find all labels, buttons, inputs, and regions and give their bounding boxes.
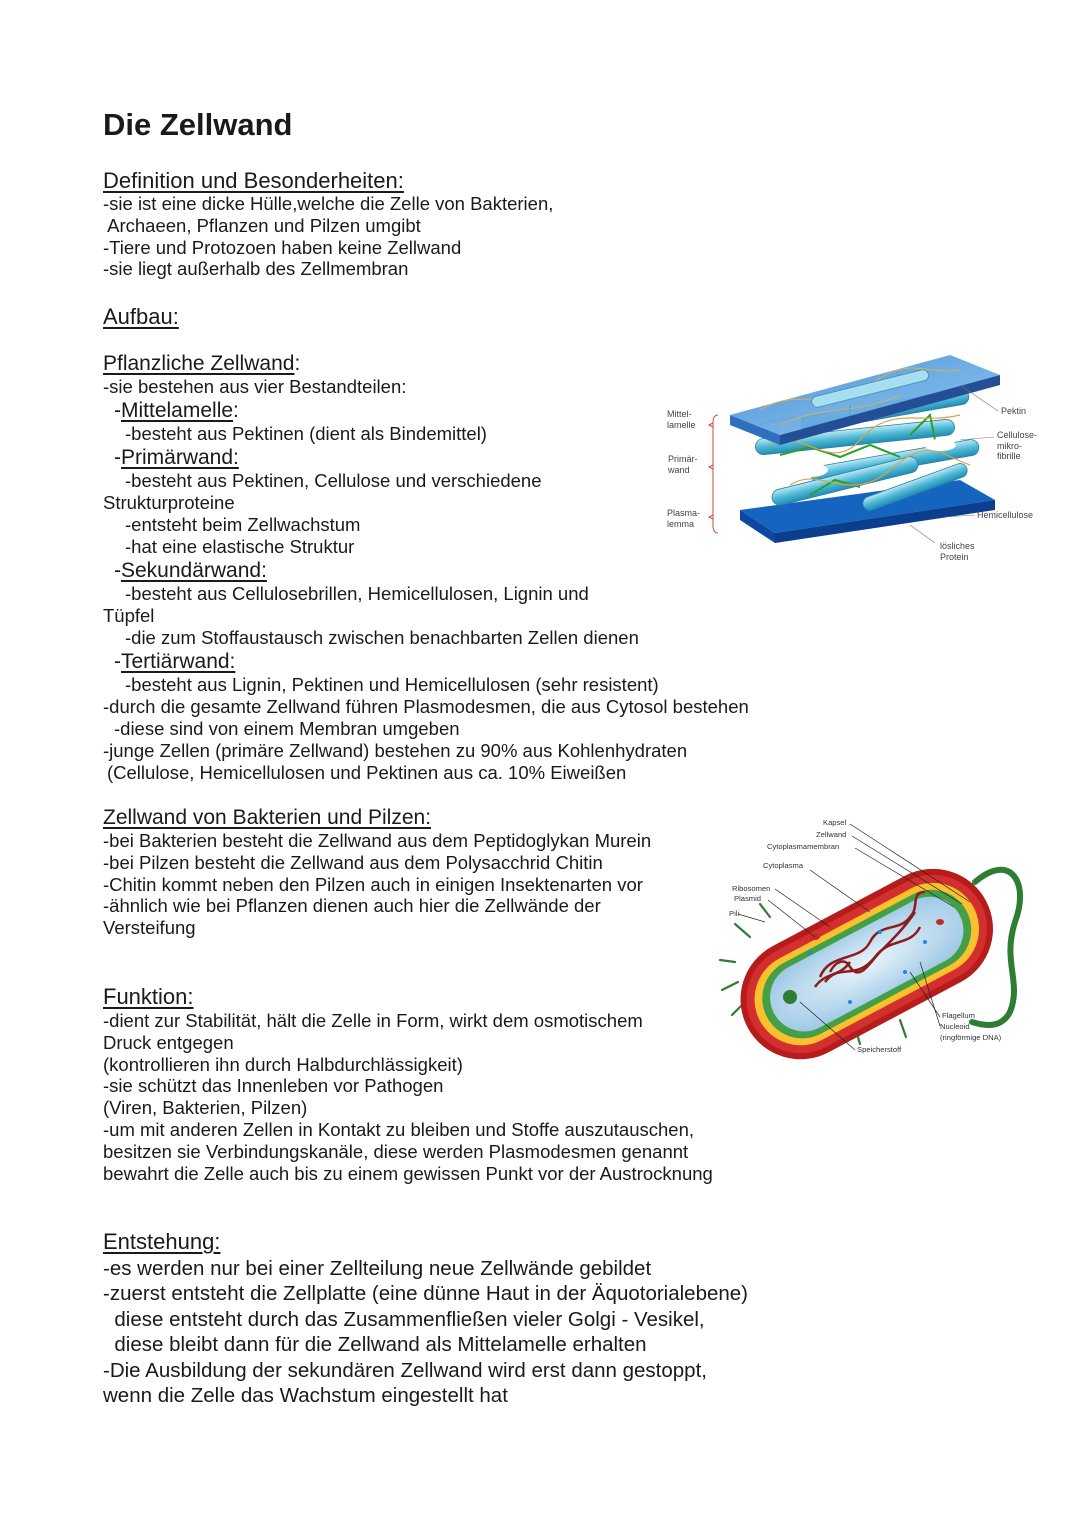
pflanzlich-heading-colon: : <box>294 352 301 375</box>
label-plasmalemma: Plasma- lemma <box>667 508 701 529</box>
primaerwand-line-1: -besteht aus Pektinen, Cellulose und verschiedene <box>125 470 542 491</box>
text-line: diese entsteht durch das Zusammenfließen vieler Golgi - Vesikel, <box>103 1307 705 1331</box>
tertiaerwand-label: Tertiärwand: <box>121 650 236 673</box>
label-cytoplasma: Cytoplasma <box>763 861 804 870</box>
tertiaerwand-line-4: -junge Zellen (primäre Zellwand) bestehen zu 90% aus Kohlenhydraten <box>103 740 688 761</box>
label-pili: Pili <box>729 909 740 918</box>
definition-heading: Definition und Besonderheiten: <box>103 168 404 193</box>
tertiaerwand-heading <box>114 650 235 674</box>
text-line: -es werden nur bei einer Zellteilung neue Zellwände gebildet <box>103 1257 652 1280</box>
funktion-text <box>103 1010 713 1184</box>
plant-cell-wall-diagram <box>660 345 1060 570</box>
sekundaerwand-dash: - <box>114 559 121 582</box>
definition-text <box>103 193 553 280</box>
page-title: Die Zellwand <box>103 107 293 142</box>
sekundaerwand-line-1: -besteht aus Cellulosebrillen, Hemicellulosen, Lignin und <box>125 583 589 604</box>
label-kapsel: Kapsel <box>823 818 847 827</box>
text-line: diese bleibt dann für die Zellwand als Mittelamelle erhalten <box>103 1333 647 1357</box>
text-line: bewahrt die Zelle auch bis zu einem gewissen Punkt vor der Austrocknung <box>103 1162 713 1184</box>
text-line: -bei Pilzen besteht die Zellwand aus dem Polysacchrid Chitin <box>103 851 603 873</box>
primaerwand-line-4: -hat eine elastische Struktur <box>125 536 355 557</box>
sekundaerwand-heading <box>114 559 267 583</box>
text-line: -Die Ausbildung der sekundären Zellwand wird erst dann gestoppt, <box>103 1358 707 1382</box>
text-line: -dient zur Stabilität, hält die Zelle in Form, wirkt dem osmotischem <box>103 1010 643 1031</box>
primaerwand-dash: - <box>114 446 121 469</box>
primaerwand-label: Primärwand: <box>121 446 239 469</box>
tertiaerwand-line-2: -durch die gesamte Zellwand führen Plasmodesmen, die aus Cytosol bestehen <box>103 696 749 717</box>
label-hemicellulose: Hemicellulose <box>977 510 1034 520</box>
label-flagellum: Flagellum <box>942 1011 975 1020</box>
text-line: wenn die Zelle das Wachstum eingestellt hat <box>103 1384 508 1408</box>
entstehung-text <box>103 1256 748 1408</box>
label-nucleoid: Nucleoid <box>940 1022 970 1031</box>
mittelamelle-colon: : <box>233 399 239 422</box>
aufbau-heading: Aufbau: <box>103 304 179 329</box>
label-primaerwand: Primär- wand <box>668 454 698 475</box>
primaerwand-line-2: Strukturproteine <box>103 492 235 513</box>
bakterien-heading: Zellwand von Bakterien und Pilzen: <box>103 806 432 829</box>
mittelamelle-label: Mittelamelle <box>121 399 234 422</box>
text-line: (Viren, Bakterien, Pilzen) <box>103 1097 308 1119</box>
label-dna: (ringförmige DNA) <box>940 1033 1002 1042</box>
text-line: -Tiere und Protozoen haben keine Zellwand <box>103 236 462 258</box>
label-plasmid: Plasmid <box>734 894 762 903</box>
text-line: -ähnlich wie bei Pflanzen dienen auch hier die Zellwände der <box>103 895 601 917</box>
label-pektin: Pektin <box>1001 406 1027 416</box>
text-line: Druck entgegen <box>103 1031 234 1053</box>
pflanzlich-heading <box>103 352 300 376</box>
label-zellwand: Zellwand <box>816 830 847 839</box>
mittelamelle-text: -besteht aus Pektinen (dient als Bindemittel) <box>125 423 487 444</box>
bakterien-text <box>103 830 651 939</box>
label-mittellamelle: Mittel- lamelle <box>667 409 696 430</box>
tertiaerwand-line-1: -besteht aus Lignin, Pektinen und Hemicellulosen (sehr resistent) <box>125 674 659 695</box>
label-speicherstoff: Speicherstoff <box>857 1045 902 1054</box>
label-cellulose: Cellulose- mikro- fibrille <box>997 430 1038 461</box>
label-protein: lösliches Protein <box>940 541 975 562</box>
tertiaerwand-line-3: -diese sind von einem Membran umgeben <box>114 718 460 739</box>
text-line: besitzen sie Verbindungskanäle, diese werden Plasmodesmen genannt <box>103 1140 689 1162</box>
pflanzlich-heading-label: Pflanzliche Zellwand <box>103 352 295 375</box>
text-line: Archaeen, Pflanzen und Pilzen umgibt <box>103 214 421 236</box>
text-line: -Chitin kommt neben den Pilzen auch in einigen Insektenarten vor <box>103 873 643 895</box>
text-line: -sie schützt das Innenleben vor Pathogen <box>103 1075 444 1097</box>
tertiaerwand-dash: - <box>114 650 121 673</box>
sekundaerwand-label: Sekundärwand: <box>121 559 267 582</box>
entstehung-heading: Entstehung: <box>103 1229 221 1254</box>
text-line: Versteifung <box>103 917 196 939</box>
sekundaerwand-line-2: Tüpfel <box>103 605 155 626</box>
primaerwand-line-3: -entsteht beim Zellwachstum <box>125 514 361 535</box>
text-line: (kontrollieren ihn durch Halbdurchlässigkeit) <box>103 1053 463 1075</box>
bacteria-illustration <box>710 812 1040 1062</box>
text-line: -sie ist eine dicke Hülle,welche die Zelle von Bakterien, <box>103 193 554 214</box>
mittelamelle-heading <box>114 399 239 423</box>
label-membran: Cytoplasmamembran <box>767 842 840 851</box>
mittelamelle-dash: - <box>114 399 121 422</box>
text-line: -zuerst entsteht die Zellplatte (eine dünne Haut in der Äquotorialebene) <box>103 1282 749 1306</box>
tertiaerwand-line-5: (Cellulose, Hemicellulosen und Pektinen aus ca. 10% Eiweißen <box>107 762 627 783</box>
label-ribosomen: Ribosomen <box>732 884 771 893</box>
primaerwand-heading <box>114 446 239 470</box>
funktion-heading: Funktion: <box>103 984 194 1009</box>
text-line: -bei Bakterien besteht die Zellwand aus dem Peptidoglykan Murein <box>103 830 652 851</box>
text-line: -um mit anderen Zellen in Kontakt zu bleiben und Stoffe auszutauschen, <box>103 1118 694 1140</box>
aufbau-intro: -sie bestehen aus vier Bestandteilen: <box>103 376 407 397</box>
bacteria-diagram <box>710 812 1040 1062</box>
sekundaerwand-line-3: -die zum Stoffaustausch zwischen benachbarten Zellen dienen <box>125 627 639 648</box>
text-line: -sie liegt außerhalb des Zellmembran <box>103 258 409 280</box>
